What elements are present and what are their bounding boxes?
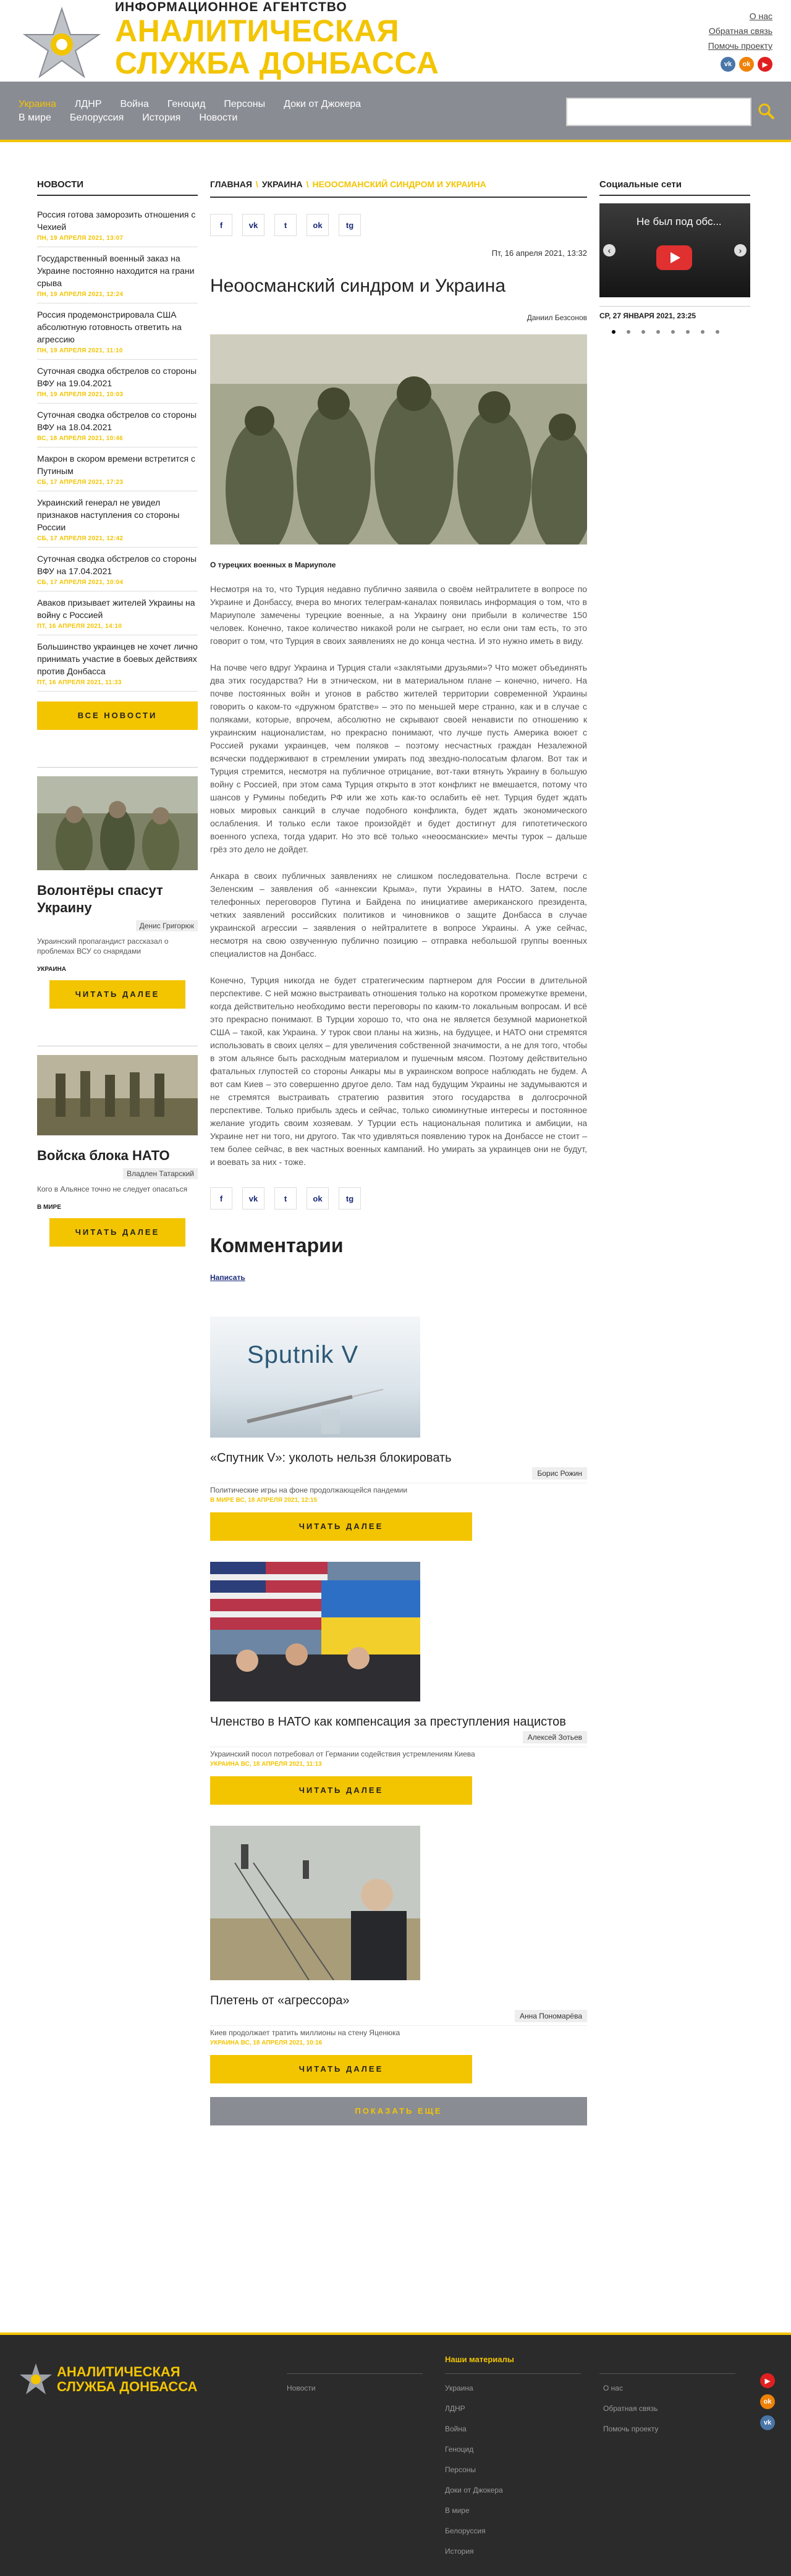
news-item-date: ПТ, 16 АПРЕЛЯ 2021, 14:10 — [37, 623, 122, 630]
news-item-date: СБ, 17 АПРЕЛЯ 2021, 10:04 — [37, 579, 124, 586]
main-nav — [0, 82, 791, 142]
side-article-1-read-more[interactable]: ЧИТАТЬ ДАЛЕЕ — [49, 980, 185, 1009]
vk-share-icon[interactable]: vk — [242, 214, 264, 236]
logo-subtitle: ИНФОРМАЦИОННОЕ АГЕНТСТВО — [115, 0, 347, 14]
footer-divider — [287, 2373, 423, 2374]
vk-share-icon[interactable]: vk — [242, 1187, 264, 1210]
facebook-share-icon[interactable]: f — [210, 214, 232, 236]
news-item[interactable] — [37, 303, 198, 360]
logo-star-icon[interactable] — [19, 6, 105, 78]
related-article-2-image[interactable] — [210, 1562, 420, 1701]
article-paragraph: На почве чего вдруг Украина и Турция стали «заклятыми друзьями»? Что может объединять два этих государства? Ни в этническом, ни в материальном плане – конечно, ничего. На почве постоянных войн и угонов в рабство жителей территории современной Украины говорить о каком-то «дружном братстве» – это по меньшей мере странно, как и в случае с поляками, которые, впрочем, абсолютно не скрывают своей ненависти по отношению к украинским националистам, но прекрасно понимают, что лучше пусть Америка воюет с Россией руками украинцев, чем поляков – поэтому несчастных граждан Незалежной всячески поддерживают в стремлении умирать под звездно-полосатым флагом. Вот так и Турция стремится, несмотря на публичное отрицание, вот-таки втянуть Украину в большую войну с Россией, при этом сама Турция открыто в этот конфликт не вмешается, потому что шансов у Румины победить РФ или же хоть как-то ослабить её нет. Турция будет ждать новых мировых санкций в случае подобного конфликта, будет ждать экономического ослабления. И только если такое произойдёт и будет достигнут для гипотетического военного успеха, тогда ударит. Но это всё только «неоосманские» мечты турок – дальше грёз это дело не дойдет. — [210, 663, 587, 854]
show-more-button[interactable]: ПОКАЗАТЬ ЕЩЕ — [210, 2097, 587, 2125]
youtube-icon[interactable]: ▶ — [760, 2373, 775, 2388]
footer-link[interactable]: Доки от Джокера — [445, 2486, 503, 2494]
footer-link[interactable]: Персоны — [445, 2465, 476, 2474]
right-sidebar — [599, 179, 750, 334]
carousel-dot[interactable] — [671, 330, 675, 334]
related-article-2-title[interactable]: Членство в НАТО как компенсация за преступления нацистов — [210, 1715, 566, 1729]
news-item[interactable] — [37, 447, 198, 491]
breadcrumb-home[interactable]: ГЛАВНАЯ — [210, 179, 252, 189]
news-list — [37, 203, 198, 692]
news-item-title[interactable]: Украинский генерал не увидел признаков наступления со стороны России — [37, 498, 180, 532]
top-links — [708, 9, 772, 53]
footer-link[interactable]: О нас — [603, 2384, 623, 2392]
content-wrap — [0, 142, 791, 2331]
nav-row-2 — [19, 111, 379, 125]
nav-item-ldnr[interactable]: ЛДНР — [74, 99, 102, 109]
carousel-dot[interactable] — [701, 330, 704, 334]
chevron-right-icon[interactable]: › — [734, 244, 747, 256]
carousel-dot[interactable] — [686, 330, 690, 334]
link-about[interactable]: О нас — [749, 11, 772, 21]
news-item-title[interactable]: Суточная сводка обстрелов со стороны ВФУ на 18.04.2021 — [37, 410, 197, 432]
logo-text[interactable] — [115, 0, 439, 79]
search-icon[interactable] — [758, 103, 775, 120]
related-article-1-read-more[interactable]: ЧИТАТЬ ДАЛЕЕ — [210, 1512, 472, 1541]
related-article-3[interactable] — [210, 1826, 587, 2083]
news-item-title[interactable]: Россия продемонстрировала США абсолютную готовность ответить на агрессию — [37, 310, 182, 344]
footer-col-1 — [287, 2378, 315, 2399]
video-date: СР, 27 ЯНВАРЯ 2021, 23:25 — [599, 306, 750, 320]
video-embed[interactable] — [599, 203, 750, 297]
article-hero-image — [210, 334, 587, 544]
footer-link[interactable]: История — [445, 2547, 474, 2556]
ok-icon[interactable]: ok — [739, 57, 754, 72]
nav-item-ukraine[interactable]: Украина — [19, 99, 56, 109]
side-article-2-title[interactable]: Войска блока НАТО — [37, 1148, 170, 1163]
footer-col-3 — [603, 2378, 658, 2439]
related-article-1-title[interactable]: «Спутник V»: уколоть нельзя блокировать — [210, 1451, 452, 1465]
ok-share-icon[interactable]: ok — [307, 1187, 329, 1210]
comments-heading: Комментарии — [210, 1234, 344, 1256]
logo-title-line1: АНАЛИТИЧЕСКАЯ — [115, 14, 400, 48]
news-item-date: ВС, 18 АПРЕЛЯ 2021, 10:46 — [37, 435, 123, 442]
footer-logo-text[interactable]: АНАЛИТИЧЕСКАЯ СЛУЖБА ДОНБАССА — [57, 2364, 198, 2394]
side-article-2-author: Владлен Татарский — [37, 1169, 198, 1178]
share-bar-top — [210, 214, 587, 236]
ok-icon[interactable]: ok — [760, 2394, 775, 2409]
nav-item-belarus[interactable]: Белоруссия — [69, 112, 124, 123]
related-article-2-read-more[interactable]: ЧИТАТЬ ДАЛЕЕ — [210, 1776, 472, 1805]
side-article-2-image[interactable] — [37, 1055, 198, 1135]
link-support[interactable]: Помочь проекту — [708, 41, 772, 51]
related-article-3-image[interactable] — [210, 1826, 420, 1980]
side-article-1-image[interactable] — [37, 776, 198, 870]
news-item-title[interactable]: Суточная сводка обстрелов со стороны ВФУ на 19.04.2021 — [37, 366, 197, 388]
footer-divider — [599, 2373, 735, 2374]
image-caption: О турецких военных в Мариуполе — [210, 561, 336, 569]
news-item-title[interactable]: Суточная сводка обстрелов со стороны ВФУ на 17.04.2021 — [37, 554, 197, 576]
news-item-title[interactable]: Большинство украинцев не хочет лично принимать участие в боевых действиях против Донбасса — [37, 642, 198, 676]
side-article-1-category[interactable]: УКРАИНА — [37, 966, 66, 973]
related-article-1-author: Борис Рожин — [210, 1469, 587, 1478]
logo-title-line2: СЛУЖБА ДОНБАССА — [115, 46, 439, 80]
footer-link[interactable]: Белоруссия — [445, 2527, 486, 2535]
news-item-date: СБ, 17 АПРЕЛЯ 2021, 17:23 — [37, 479, 124, 486]
article-paragraph: Анкара в своих публичных заявлениях не слишком последовательна. После встречи с Зеленским – заявления об «аннексии Крыма», пути Украины в НАТО. Затем, после телефонных переговоров Путина и Байдена по инициативе американского президента, четких заявлений российских политиков и чиновников о защите Донбасса в случае украинской агрессии – заявления о нейтралитете в вопросе Украины. А уже сейчас, несмотря на свою озвученную публично позицию – отправка небольшой группы военных специалистов на Донбасс. — [210, 871, 587, 959]
news-item-title[interactable]: Россия готова заморозить отношения с Чехией — [37, 210, 196, 232]
nav-item-world[interactable]: В мире — [19, 112, 51, 123]
video-title: Не был под обс... — [637, 216, 722, 227]
vk-icon[interactable]: vk — [760, 2415, 775, 2430]
related-article-3-date: УКРАИНА ВС, 18 АПРЕЛЯ 2021, 10:16 — [210, 2040, 323, 2046]
news-item-date: ПН, 19 АПРЕЛЯ 2021, 10:03 — [37, 391, 124, 398]
news-item-date: ПН, 19 АПРЕЛЯ 2021, 11:10 — [37, 347, 123, 354]
footer-col-2 — [445, 2378, 503, 2562]
chevron-left-icon[interactable]: ‹ — [603, 244, 615, 256]
footer-link[interactable]: Обратная связь — [603, 2404, 658, 2413]
news-item[interactable] — [37, 360, 198, 404]
news-item-date: ПН, 19 АПРЕЛЯ 2021, 13:07 — [37, 235, 124, 242]
footer-link[interactable]: Украина — [445, 2384, 473, 2392]
left-sidebar — [37, 179, 198, 1247]
youtube-icon[interactable]: ▶ — [758, 57, 772, 72]
breadcrumb-current: НЕООСМАНСКИЙ СИНДРОМ И УКРАИНА — [312, 179, 486, 189]
side-article-2-desc: Кого в Альянсе точно не следует опасаться — [37, 1185, 188, 1193]
footer-heading: Наши материалы — [445, 2355, 514, 2364]
news-item[interactable] — [37, 635, 198, 692]
news-item[interactable] — [37, 404, 198, 447]
news-item[interactable] — [37, 491, 198, 548]
side-article-1-author: Денис Григорюк — [37, 922, 198, 930]
related-article-1-date: В МИРЕ ВС, 18 АПРЕЛЯ 2021, 12:15 — [210, 1497, 318, 1504]
twitter-share-icon[interactable]: t — [274, 214, 297, 236]
share-bar-bottom — [210, 1187, 587, 1210]
ok-share-icon[interactable]: ok — [307, 214, 329, 236]
article-title: Неоосманский синдром и Украина — [210, 276, 506, 296]
carousel-dots — [599, 330, 750, 334]
nav-item-persons[interactable]: Персоны — [224, 99, 266, 109]
article-author[interactable]: Даниил Безсонов — [527, 313, 587, 322]
nav-item-joker-docs[interactable]: Доки от Джокера — [284, 99, 362, 109]
twitter-share-icon[interactable]: t — [274, 1187, 297, 1210]
footer-link[interactable]: ЛДНР — [445, 2404, 465, 2413]
related-article-2-desc: Украинский посол потребовал от Германии содействия устремлениям Киева — [210, 1747, 587, 1758]
news-item-date: ПТ, 16 АПРЕЛЯ 2021, 11:33 — [37, 679, 122, 686]
article-body — [210, 583, 587, 1169]
side-article-1[interactable] — [37, 767, 198, 1009]
article-paragraph: Конечно, Турция никогда не будет стратегическим партнером для России в длительной перспективе. С ней можно выстраивать отношения только на коротком промежутке времени, когда действительно необходимо вести переговоры по каким-то локальным вопросам. И всё это прекрасно понимают. В Турции хорошо то, что она не является безумной марионеткой США – такой, как Украина. У турок свои планы на жизнь, на будущее, и НАТО они стремятся использовать в своих целях – для увеличения собственной значимости, а не для того, чтобы в этом альянсе быть расходным материалом и пушечным мясом. Поэтому действительно фатальных глупостей со стороны Анкары мы в украинском вопросе наблюдать не будем. А вот сам Киев – это совершенно другое дело. Там над будущим Украины не задумываются и не стремятся выстраивать стратегию развития этого государства в долгосрочной перспективе. Только прибыль здесь и сейчас, только сиюминутные интересы и постоянное желание угодить своим хозяевам. У Турции есть национальная политика и амбиции, на Украине нет ни того, ни другого. Так что удивляться появлению турок на Донбассе не стоит – тем более сейчас, в век частных военных кампаний. Но умирать за украинцев они не будут, и воевать за них - тоже. — [210, 975, 587, 1167]
article-paragraph: Несмотря на то, что Турция недавно публично заявила о своём нейтралитете в вопросе по Украине и Донбассу, вчера во многих телеграм-каналах появилась информация о том, что в Мариуполе замечены турецкие военные, а на Украину они прибыли в количестве 150 человек. Конечно, такое количество никакой роли не сыграет, но если они там есть, то это говорит о том, что Турция в своих заявлениях не до конца честна. И это нужно иметь в виду. — [210, 584, 587, 646]
breadcrumb-section[interactable]: УКРАИНА — [261, 179, 303, 189]
related-article-1[interactable] — [210, 1316, 587, 1541]
nav-item-news[interactable]: Новости — [199, 112, 238, 123]
news-item[interactable] — [37, 247, 198, 303]
footer-link[interactable]: Геноцид — [445, 2445, 474, 2454]
social-heading: Социальные сети — [599, 179, 750, 196]
footer-link-news[interactable]: Новости — [287, 2384, 316, 2392]
side-article-2-read-more[interactable]: ЧИТАТЬ ДАЛЕЕ — [49, 1218, 185, 1247]
site-header — [0, 0, 791, 82]
related-article-3-title[interactable]: Плетень от «агрессора» — [210, 1994, 350, 2007]
nav-item-history[interactable]: История — [142, 112, 181, 123]
nav-item-genocide[interactable]: Геноцид — [167, 99, 206, 109]
nav-row-1 — [19, 98, 379, 111]
telegram-share-icon[interactable]: tg — [339, 1187, 361, 1210]
related-article-2[interactable] — [210, 1562, 587, 1805]
all-news-button[interactable]: ВСЕ НОВОСТИ — [37, 701, 198, 730]
related-article-2-author: Алексей Зотьев — [210, 1733, 587, 1742]
news-item[interactable] — [37, 548, 198, 591]
news-item-date: ПН, 19 АПРЕЛЯ 2021, 12:24 — [37, 291, 124, 298]
footer-divider — [445, 2373, 581, 2374]
carousel-dot[interactable] — [656, 330, 660, 334]
vk-icon[interactable]: vk — [721, 57, 735, 72]
carousel-dot[interactable] — [641, 330, 645, 334]
side-article-2-category[interactable]: В МИРЕ — [37, 1204, 61, 1211]
footer-link[interactable]: Война — [445, 2425, 467, 2433]
carousel-dot[interactable] — [612, 330, 615, 334]
related-article-3-desc: Киев продолжает тратить миллионы на стену Яценюка — [210, 2025, 587, 2037]
footer-social — [760, 2373, 775, 2430]
breadcrumb: ГЛАВНАЯ \ УКРАИНА \ НЕООСМАНСКИЙ СИНДРОМ И УКРАИНА — [210, 179, 587, 198]
news-item-date: СБ, 17 АПРЕЛЯ 2021, 12:42 — [37, 535, 124, 542]
side-article-2[interactable] — [37, 1046, 198, 1247]
telegram-share-icon[interactable]: tg — [339, 214, 361, 236]
facebook-share-icon[interactable]: f — [210, 1187, 232, 1210]
header-social — [721, 57, 772, 72]
news-item-title[interactable]: Государственный военный заказ на Украине постоянно находится на грани срыва — [37, 253, 195, 288]
site-footer — [0, 2332, 791, 2576]
side-article-1-desc: Украинский пропагандист рассказал о проблемах ВСУ со снарядами — [37, 937, 169, 955]
news-item-title[interactable]: Макрон в скором времени встретится с Путиным — [37, 454, 196, 476]
footer-link[interactable]: В мире — [445, 2506, 470, 2515]
nav-item-war[interactable]: Война — [120, 99, 149, 109]
news-heading: НОВОСТИ — [37, 179, 198, 196]
related-article-3-author: Анна Пономарёва — [210, 2012, 587, 2020]
article-column — [210, 179, 587, 2125]
footer-logo-icon[interactable] — [19, 2362, 53, 2397]
related-article-1-image[interactable]: Sputnik V — [210, 1316, 420, 1438]
related-article-2-date: УКРАИНА ВС, 18 АПРЕЛЯ 2021, 11:13 — [210, 1761, 322, 1768]
footer-link[interactable]: Помочь проекту — [603, 2425, 659, 2433]
carousel-dot[interactable] — [627, 330, 630, 334]
related-article-3-read-more[interactable]: ЧИТАТЬ ДАЛЕЕ — [210, 2055, 472, 2083]
news-item[interactable] — [37, 203, 198, 247]
side-article-1-title[interactable]: Волонтёры спасут Украину — [37, 883, 163, 915]
related-article-1-desc: Политические игры на фоне продолжающейся пандемии — [210, 1483, 587, 1494]
video-play-icon[interactable] — [656, 245, 692, 270]
news-item-title[interactable]: Аваков призывает жителей Украины на войну с Россией — [37, 598, 195, 620]
search-input[interactable] — [566, 98, 751, 126]
article-date: Пт, 16 апреля 2021, 13:32 — [491, 248, 587, 258]
news-item[interactable] — [37, 591, 198, 635]
link-feedback[interactable]: Обратная связь — [708, 26, 772, 36]
write-comment-link[interactable]: Написать — [210, 1273, 245, 1282]
carousel-dot[interactable] — [716, 330, 719, 334]
